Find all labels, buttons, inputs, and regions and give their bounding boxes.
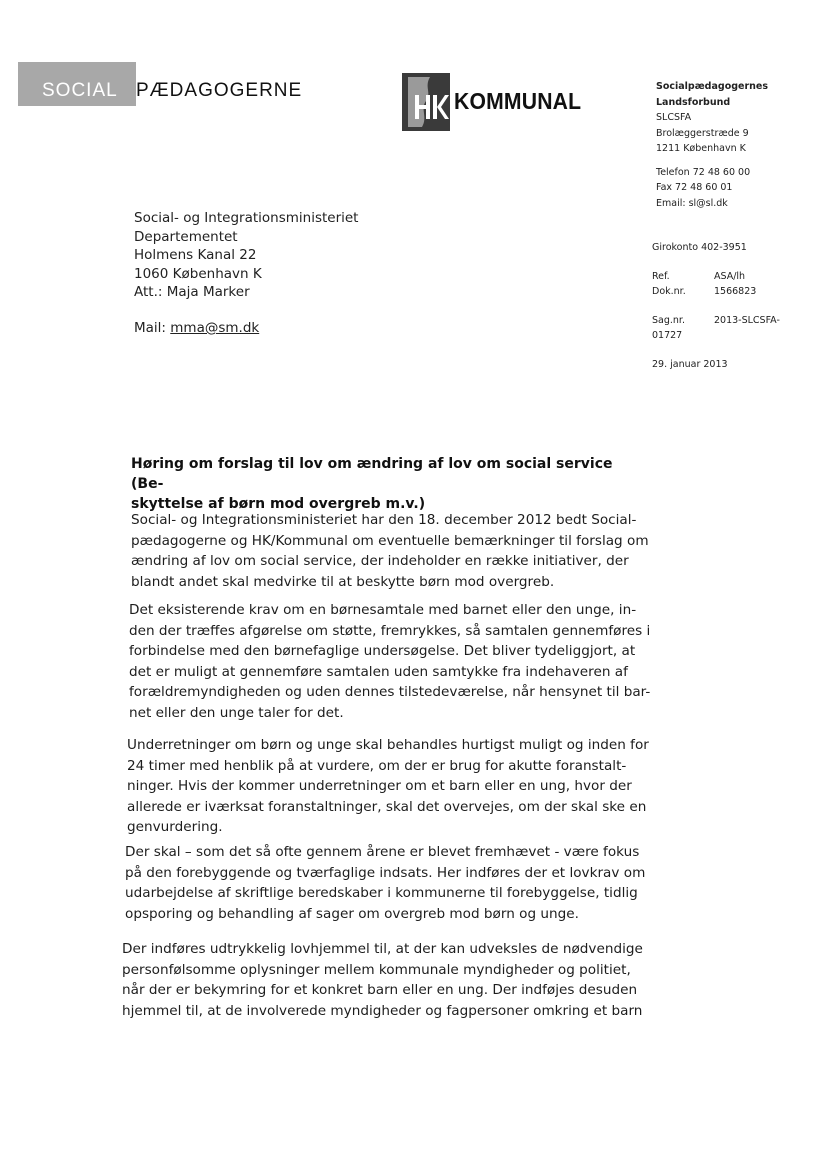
sender-street: Brolæggerstræde 9 — [656, 127, 749, 139]
paragraph-2 — [129, 600, 649, 723]
text-line: på den forebyggende og tværfaglige indsats. Her indføres der et lovkrav om — [125, 864, 646, 881]
socialpaedagogerne-logo — [18, 62, 330, 106]
sender-phone: Telefon 72 48 60 00 — [656, 166, 751, 178]
text-line: når der er bekymring for et konkret barn eller en ung. Der indføjes desuden — [122, 982, 638, 998]
paragraph-5 — [122, 939, 642, 1021]
heading-line: Høring om forslag til lov om ændring af lov om social service (Be- — [131, 456, 613, 492]
logo-grey-box — [18, 62, 136, 106]
sender-city: 1211 København K — [656, 143, 746, 154]
logo-social-text: SOCIAL — [42, 80, 118, 101]
sender-address-block — [656, 79, 816, 211]
dok-label: Dok.nr. — [652, 286, 686, 297]
mail-link[interactable]: mma@sm.dk — [170, 320, 260, 336]
letter-heading — [131, 454, 641, 514]
text-line: hjemmel til, at de involverede myndigheder og fagpersoner omkring et barn — [122, 1002, 643, 1019]
giro-account — [652, 240, 747, 255]
text-line: Der indføres udtrykkelig lovhjemmel til, at der kan udveksles de nødvendige — [122, 941, 643, 957]
paragraph-4 — [125, 842, 645, 924]
reference-block — [652, 269, 756, 299]
hk-kommunal-logo — [402, 73, 602, 131]
sender-code: SLCSFA — [656, 112, 692, 123]
sag-value: 2013-SLCSFA- — [714, 315, 780, 326]
kommunal-text: KOMMUNAL — [454, 88, 582, 114]
text-line: 24 timer med henblik på at vurdere, om der er brug for akutte foranstalt- — [127, 757, 627, 774]
case-number-block — [652, 313, 780, 343]
text-line: forbindelse med den børnefaglige undersøgelse. Det bliver tydeliggjort, at — [129, 643, 636, 659]
recipient-line: Departementet — [134, 228, 238, 245]
text-line: genvurdering. — [127, 819, 223, 835]
letter-date — [652, 357, 728, 372]
giro-text: Girokonto 402-3951 — [652, 242, 747, 253]
paragraph-3 — [127, 735, 647, 838]
text-line: ninger. Hvis der kommer underretninger om et barn eller en ung, hvor der — [127, 778, 632, 794]
mail-label: Mail: — [134, 320, 171, 336]
ref-value: ASA/lh — [714, 271, 746, 282]
sender-email: Email: sl@sl.dk — [656, 197, 728, 209]
text-line: ændring af lov om social service, der indeholder en række initiativer, der — [131, 553, 629, 569]
text-line: net eller den unge taler for det. — [129, 704, 344, 721]
dok-row — [652, 284, 756, 299]
recipient-line: 1060 København K — [134, 265, 262, 282]
dok-value: 1566823 — [714, 286, 757, 297]
hk-mark-icon — [402, 73, 450, 131]
text-line: pædagogerne og HK/Kommunal om eventuelle bemærkninger til forslag om — [131, 532, 649, 549]
sender-org-line1: Socialpædagogernes — [656, 81, 769, 92]
text-line: udarbejdelse af skriftlige beredskaber i kommunerne til forebyggelse, tidlig — [125, 885, 638, 901]
text-line: det er muligt at gennemføre samtalen uden samtykke fra indehaveren af — [129, 663, 628, 680]
sag-label: Sag.nr. — [652, 315, 685, 326]
text-line: Der skal – som det så ofte gennem årene er blevet fremhævet - være fokus — [125, 844, 640, 860]
text-line: opsporing og behandling af sager om overgreb mod børn og unge. — [125, 905, 579, 922]
text-line: den der træffes afgørelse om støtte, fremrykkes, så samtalen gennemføres i — [129, 622, 651, 639]
sender-org-line2: Landsforbund — [656, 96, 731, 108]
recipient-address — [134, 209, 358, 302]
recipient-line: Holmens Kanal 22 — [134, 247, 257, 263]
ref-label: Ref. — [652, 271, 670, 282]
sender-fax: Fax 72 48 60 01 — [656, 182, 733, 193]
recipient-line: Att.: Maja Marker — [134, 284, 250, 300]
logo-paedagogerne-text: PÆDAGOGERNE — [136, 80, 303, 101]
text-line: Det eksisterende krav om en børnesamtale med barnet eller den unge, in- — [129, 602, 637, 618]
date-text: 29. januar 2013 — [652, 359, 728, 370]
sag-value-cont: 01727 — [652, 330, 683, 341]
text-line: allerede er iværksat foranstaltninger, skal det overvejes, om der skal ske en — [127, 798, 647, 815]
text-line: Social- og Integrationsministeriet har den 18. december 2012 bedt Social- — [131, 512, 637, 528]
sag-row — [652, 313, 780, 328]
recipient-line: Social- og Integrationsministeriet — [134, 210, 359, 226]
text-line: forældremyndigheden og uden dennes tilstedeværelse, når hensynet til bar- — [129, 684, 651, 700]
text-line: Underretninger om børn og unge skal behandles hurtigst muligt og inden for — [127, 737, 649, 753]
heading-line: skyttelse af børn mod overgreb m.v.) — [131, 496, 426, 512]
text-line: blandt andet skal medvirke til at beskytte børn mod overgreb. — [131, 573, 555, 590]
text-line: personfølsomme oplysninger mellem kommunale myndigheder og politiet, — [122, 961, 631, 978]
recipient-mail — [134, 320, 259, 336]
paragraph-1 — [131, 510, 651, 592]
ref-row — [652, 269, 756, 284]
